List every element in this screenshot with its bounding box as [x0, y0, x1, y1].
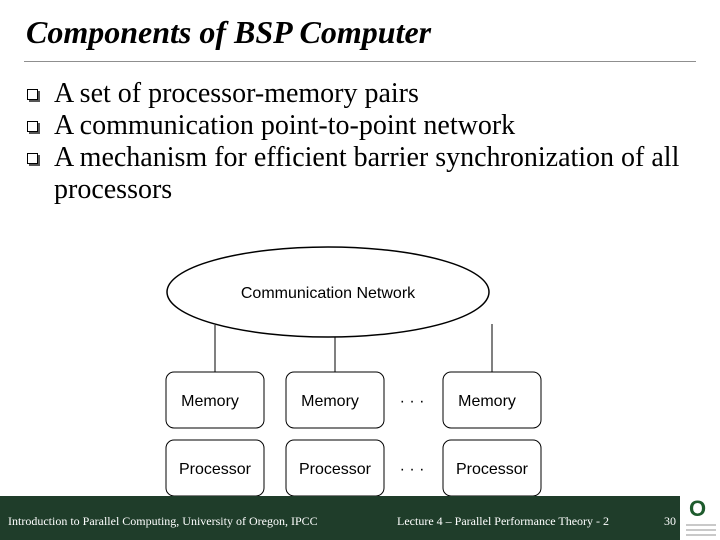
processor-label: Processor	[298, 461, 372, 478]
footer-course-text: Introduction to Parallel Computing, University of Oregon, IPCC	[8, 514, 318, 528]
bullet-text: A communication point-to-point network	[54, 110, 516, 141]
slide-number: 30	[664, 514, 676, 528]
bullet-text: A set of processor-memory pairs	[54, 78, 419, 109]
processor-label: Processor	[178, 461, 252, 478]
logo-divider	[686, 524, 716, 526]
slide-title: Components of BSP Computer	[26, 14, 432, 50]
logo-divider	[686, 529, 716, 531]
network-label: Communication Network	[240, 285, 416, 302]
university-of-oregon-logo-icon: O	[689, 496, 707, 521]
ellipsis-label: · · ·	[399, 461, 425, 478]
memory-label: Memory	[181, 393, 239, 410]
slide-footer	[0, 496, 680, 540]
university-logo	[680, 496, 720, 540]
logo-divider	[686, 534, 716, 536]
bullet-text: A mechanism for efficient barrier synchronization of all processors	[54, 142, 680, 205]
ellipsis-label: · · ·	[399, 393, 425, 410]
processor-label: Processor	[455, 461, 529, 478]
memory-label: Memory	[301, 393, 359, 410]
memory-label: Memory	[458, 393, 516, 410]
footer-lecture-text: Lecture 4 – Parallel Performance Theory - 2	[397, 514, 610, 528]
